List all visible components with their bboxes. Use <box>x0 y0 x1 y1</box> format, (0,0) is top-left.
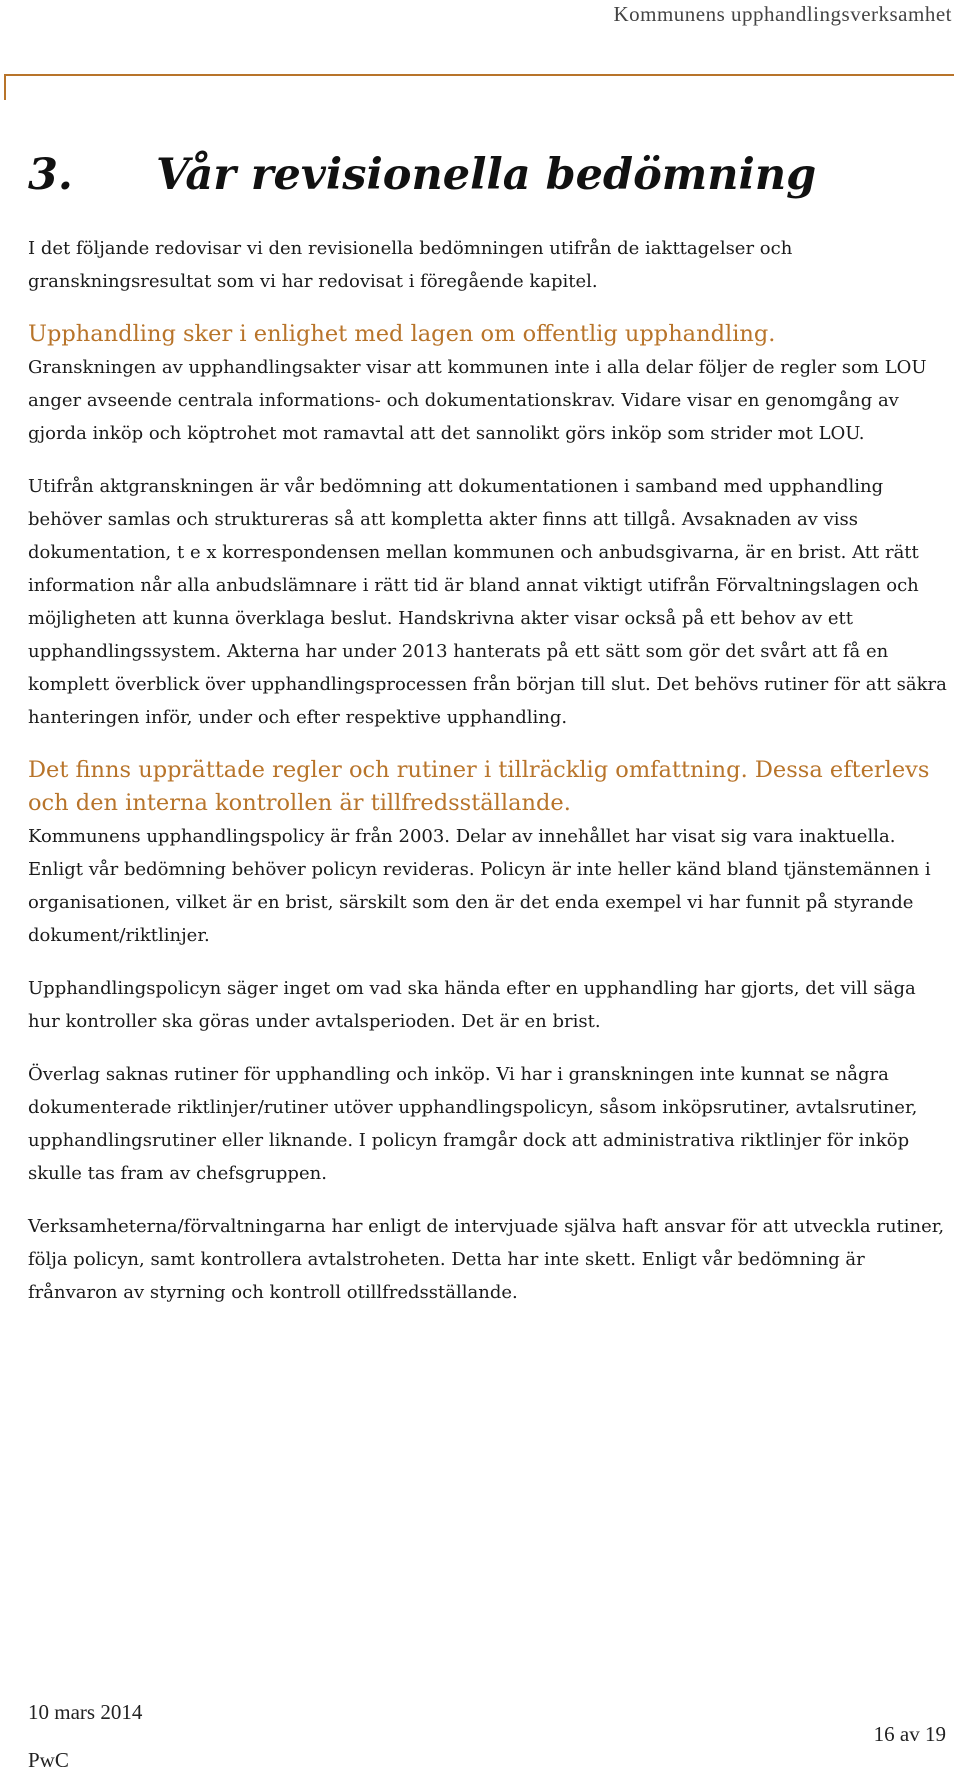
paragraph: Kommunens upphandlingspolicy är från 2003. Delar av innehållet har visat sig vara inaktuella. Enligt vår bedömning behöver policyn revideras. Policyn är inte heller känd bland tjänstemännen i organisationen, vilket är en brist, särskilt som den är det enda exempel vi har funnit på styrande dokument/riktlinjer. <box>28 826 931 946</box>
paragraph: Överlag saknas rutiner för upphandling och inköp. Vi har i granskningen inte kunnat se några dokumenterade riktlinjer/rutiner utöver upphandlingspolicyn, såsom inköpsrutiner, avtalsrutiner, upphandlingsrutiner eller liknande. I policyn framgår dock att administrativa riktlinjer för inköp skulle tas fram av chefsgruppen. <box>28 1064 918 1184</box>
header-rule-tick <box>4 74 6 100</box>
paragraph: Upphandlingspolicyn säger inget om vad ska hända efter en upphandling har gjorts, det vill säga hur kontroller ska göras under avtalsperioden. Det är en brist. <box>28 978 916 1032</box>
intro-paragraph: I det följande redovisar vi den revisionella bedömningen utifrån de iakttagelser och granskningsresultat som vi har redovisat i föregående kapitel. <box>28 238 793 292</box>
paragraph: Verksamheterna/förvaltningarna har enligt de intervjuade själva haft ansvar för att utveckla rutiner, följa policyn, samt kontrollera avtalstroheten. Detta har inte skett. Enligt vår bedömning är frånvaron av styrning och kontroll otillfredsställande. <box>28 1216 945 1303</box>
footer-date: 10 mars 2014 <box>28 1700 143 1724</box>
header-rule <box>4 74 954 76</box>
document-body <box>28 232 948 1329</box>
section-heading-2: Det finns upprättade regler och rutiner i tillräcklig omfattning. Dessa efterlevs och den interna kontrollen är tillfredsställande. <box>28 757 930 816</box>
chapter-title <box>28 150 928 202</box>
chapter-title-text: Vår revisionella bedömning <box>156 150 817 200</box>
paragraph: Granskningen av upphandlingsakter visar att kommunen inte i alla delar följer de regler som LOU anger avseende centrala informations- och dokumentationskrav. Vidare visar en genomgång av gjorda inköp och köptrohet mot ramavtal att det sannolikt görs inköp som strider mot LOU. <box>28 357 927 444</box>
running-header: Kommunens upphandlingsverksamhet <box>613 2 952 26</box>
section-heading-1: Upphandling sker i enlighet med lagen om offentlig upphandling. <box>28 321 776 347</box>
chapter-number: 3. <box>28 150 73 200</box>
page-number: 16 av 19 <box>873 1722 946 1746</box>
footer-company: PwC <box>28 1748 69 1772</box>
paragraph: Utifrån aktgranskningen är vår bedömning att dokumentationen i samband med upphandling behöver samlas och struktureras så att kompletta akter finns att tillgå. Avsaknaden av viss dokumentation, t e x korrespondensen mellan kommunen och anbudsgivarna, är en brist. Att rätt information når alla anbudslämnare i rätt tid är bland annat viktigt utifrån Förvaltningslagen och möjligheten att kunna överklaga beslut. Handskrivna akter visar också på ett behov av ett upphandlingssystem. Akterna har under 2013 hanterats på ett sätt som gör det svårt att få en komplett överblick över upphandlingsprocessen från början till slut. Det behövs rutiner för att säkra hanteringen inför, under och efter respektive upphandling. <box>28 476 947 728</box>
